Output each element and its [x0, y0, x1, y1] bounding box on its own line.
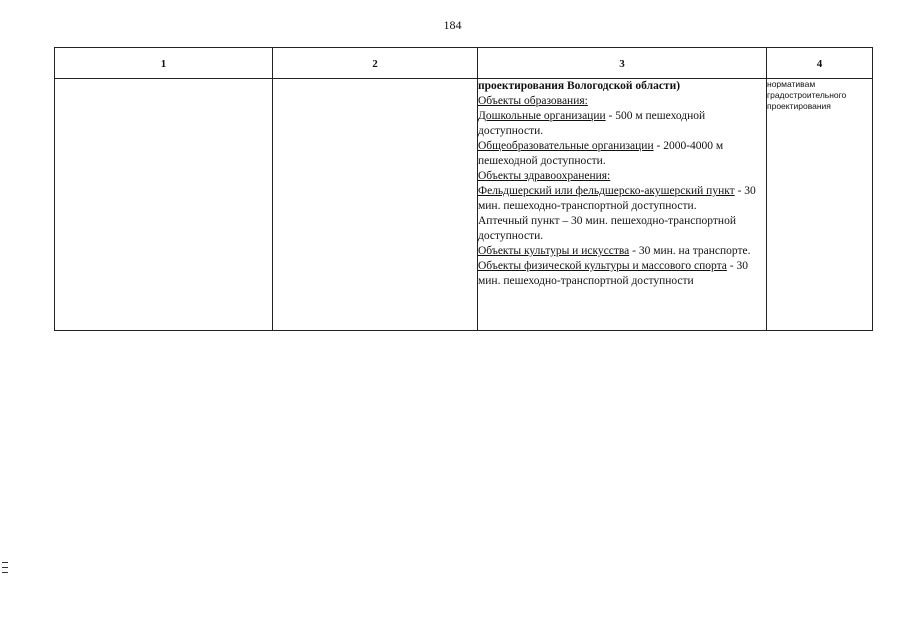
- preschool-name: Дошкольные организации: [478, 110, 606, 122]
- cell-col-4: нормативам градостроительного проектирования: [767, 79, 873, 331]
- education-heading: Объекты образования:: [478, 95, 588, 107]
- margin-mark: [2, 572, 8, 573]
- margin-mark: [2, 567, 8, 568]
- sport-item: [478, 259, 766, 289]
- header-col-4: 4: [767, 48, 873, 79]
- general-education-norm: - 2000-4000 м пешеходной доступности.: [478, 140, 724, 167]
- general-education-name: Общеобразовательные организации: [478, 140, 654, 152]
- header-col-2: 2: [273, 48, 478, 79]
- preschool-item: [478, 109, 766, 139]
- header-col-3: 3: [478, 48, 767, 79]
- regulations-table: [54, 47, 873, 331]
- header-col-1: 1: [55, 48, 273, 79]
- sport-name: Объекты физической культуры и массового спорта: [478, 260, 727, 272]
- health-heading: Объекты здравоохранения:: [478, 170, 611, 182]
- cell-col-3: [478, 79, 767, 331]
- preschool-norm: - 500 м пешеходной доступности.: [478, 110, 706, 137]
- culture-norm: - 30 мин. на транспорте.: [629, 245, 751, 257]
- fap-norm: - 30 мин. пешеходно-транспортной доступности.: [478, 185, 756, 212]
- sport-norm: - 30 мин. пешеходно-транспортной доступности: [478, 260, 748, 287]
- fap-name: Фельдшерский или фельдшерско-акушерский пункт: [478, 185, 735, 197]
- table-header-row: [55, 48, 873, 79]
- cell-col-2: [273, 79, 478, 331]
- margin-marks: [2, 562, 8, 577]
- table-row: [55, 79, 873, 331]
- culture-name: Объекты культуры и искусства: [478, 245, 630, 257]
- culture-item: [478, 244, 766, 259]
- cell-heading-line: проектирования Вологодской области): [478, 80, 681, 92]
- general-education-item: [478, 139, 766, 169]
- pharmacy-item: Аптечный пункт – 30 мин. пешеходно-транспортной доступности.: [478, 215, 736, 242]
- page-number: 184: [443, 18, 462, 32]
- fap-item: [478, 184, 766, 214]
- cell-col-1: [55, 79, 273, 331]
- margin-mark: [2, 562, 8, 563]
